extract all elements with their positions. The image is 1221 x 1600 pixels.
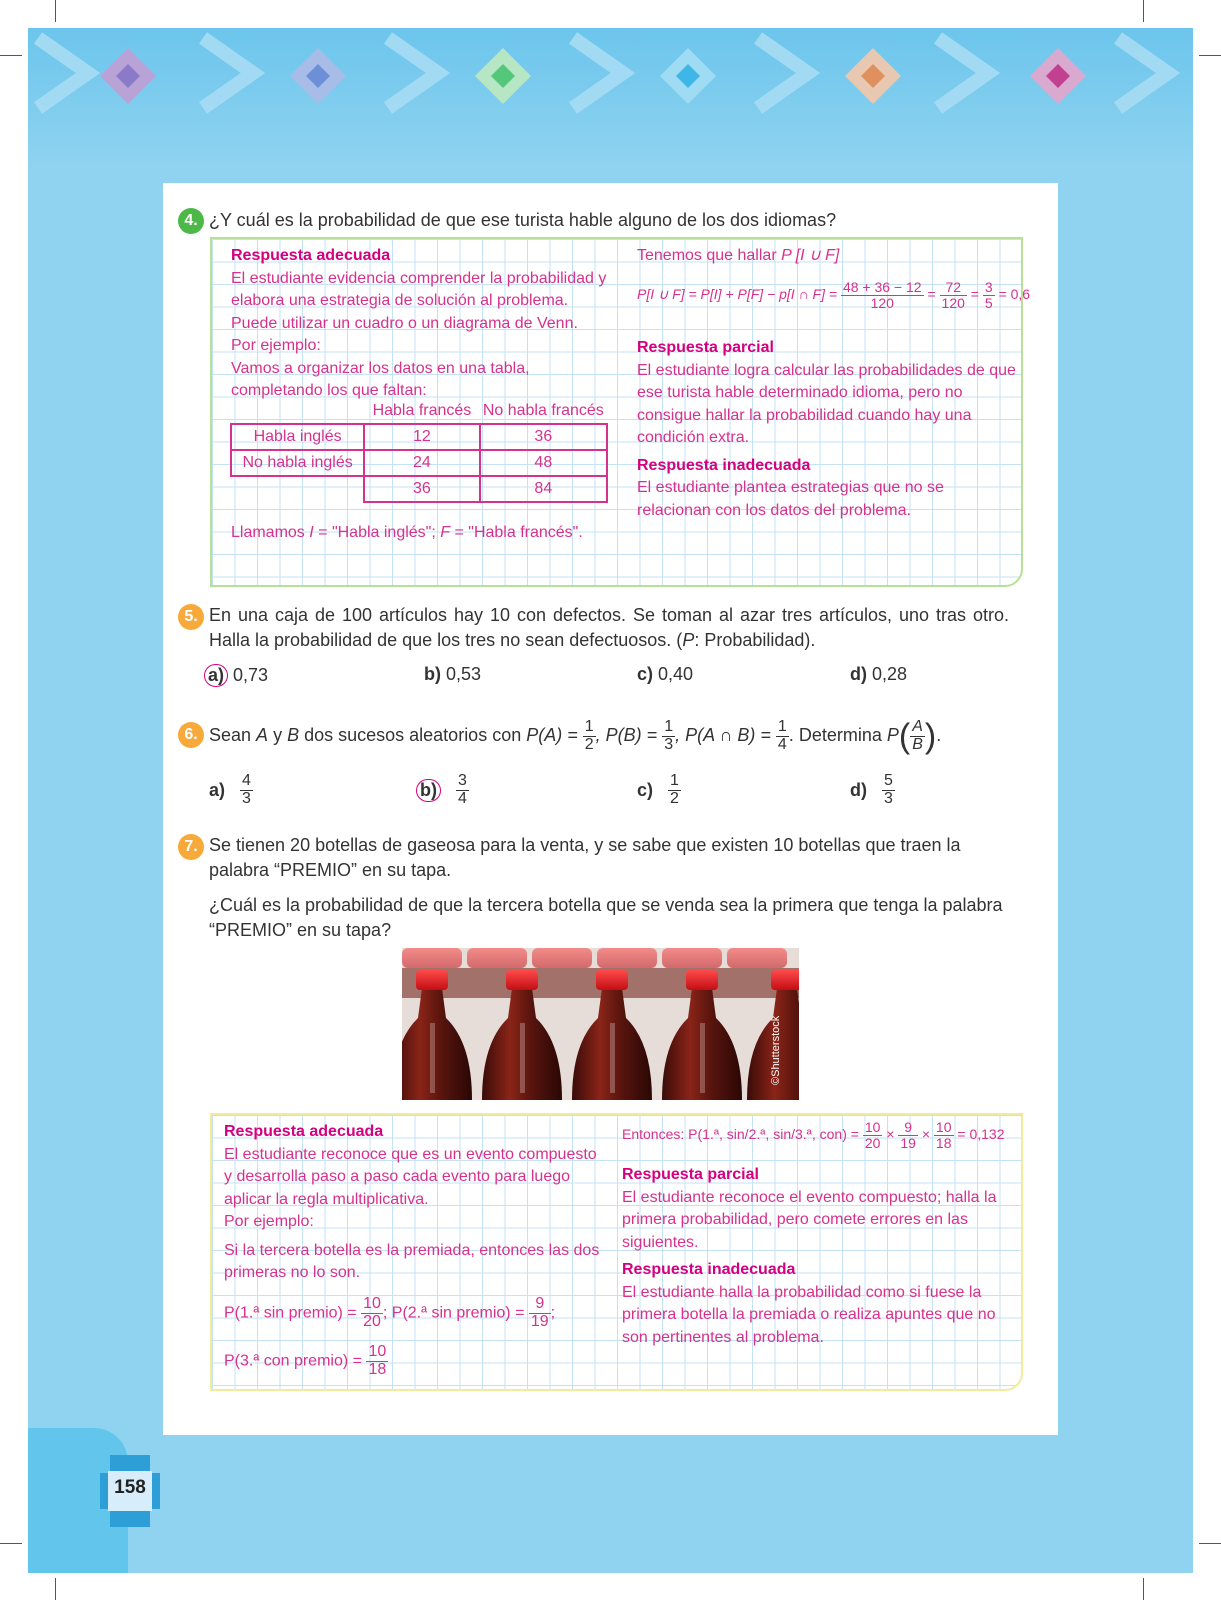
answer-option-d[interactable]: d) $\frac{5}{3}$ [850,772,893,807]
rubric-text: El estudiante reconoce el evento compuesto; halla la primera probabilidad, pero comete errores en las siguientes. [622,1188,997,1251]
fraction: $\frac{72}{120}$ [941,279,965,311]
table-cell: 48 [480,450,607,476]
fraction: $\frac{1}{4}$ [777,717,787,753]
fraction: $\frac{10}{20}$ [363,1295,381,1330]
question-text: ¿Y cuál es la probabilidad de que ese turista hable alguno de los dos idiomas? [209,210,837,230]
table-cell: 24 [364,450,479,476]
rubric-text: Por ejemplo: [224,1213,314,1230]
crop-mark [1199,55,1221,56]
fraction: $\frac{3}{5}$ [984,279,993,311]
fraction: $\frac{3}{4}$ [458,772,467,807]
answer-option-b[interactable]: b) $\frac{3}{4}$ [416,773,469,808]
rubric-text: El estudiante halla la probabilidad como si fuese la primera botella la premiada o realiza apuntes que no son pertinentes al problema. [622,1283,996,1346]
formula-line: Entonces: P(1.ª, sin/2.ª, sin/3.ª, con) = $\frac{10}{20}$ × $\frac{9}{19}$ × $\frac{10}{18}$ = 0,132 [622,1119,1005,1151]
question-number-badge: 6. [178,722,204,748]
page-number-badge [100,1455,160,1527]
rubric-right-column [622,1164,1014,1349]
fraction: $\frac{4}{3}$ [242,772,251,807]
question-text: Se tienen 20 botellas de gaseosa para la venta, y se sabe que existen 10 botellas que traen la palabra “PREMIO” en su tapa. [209,835,961,880]
fraction: $\frac{1}{2}$ [670,772,679,807]
question-text: En una caja de 100 artículos hay 10 con defectos. Se toman al azar tres artículos, uno tras otro. Halla la probabilidad de que los tres no sean defectuosos. (P: Probabilidad). [209,605,1009,650]
rubric-left-column [224,1121,609,1285]
crop-mark [1199,1543,1221,1544]
rubric-right-column-lower [637,337,1017,522]
question-text: ¿Cuál es la probabilidad de que la tercera botella que se venda sea la primera que tenga la palabra “PREMIO” en su tapa? [209,895,1003,940]
table-row-label: No habla inglés [231,450,364,476]
rubric-heading-inadequate: Respuesta inadecuada [637,456,811,474]
question-text: Sean A y B dos sucesos aleatorios con P(A) = $\frac{1}{2}$ , P(B) = $\frac{1}{3}$ , P(A ∩ B) = $\frac{1}{4}$ . Determina P( $\frac{A}{B}$ ) [209,717,937,756]
table-total: 84 [480,476,607,502]
fraction: $\frac{10}{18}$ [368,1343,387,1378]
rubric-text: Vamos a organizar los datos en una tabla, completando los que faltan: [231,359,530,399]
rubric-heading-adequate: Respuesta adecuada [231,247,391,264]
crop-mark [0,55,22,56]
question-number-badge: 5. [178,604,204,630]
answer-option-a[interactable]: a) 0,73 [204,664,268,687]
decorative-pattern [28,28,1193,168]
fraction: $\frac{5}{3}$ [884,772,893,807]
rubric-right-column: Tenemos que hallar P [I ∪ F] [637,247,840,264]
rubric-left-column [231,245,611,403]
answer-option-a[interactable]: a) $\frac{4}{3}$ [209,772,251,807]
definition-line: Llamamos I = "Habla inglés"; F = "Habla francés". [231,524,583,541]
rubric-text: El estudiante plantea estrategias que no se relacionan con los datos del problema. [637,479,944,519]
rubric-heading-partial: Respuesta parcial [622,1166,759,1183]
formula-line: P[I ∪ F] = P[I] + P[F] − p[I ∩ F] = $\frac{48 + 36 - 12}{120}$ = $\frac{72}{120}$ = $\frac{3}{5}$ = 0,6 [637,279,1031,311]
rubric-text: Si la tercera botella es la premiada, entonces las dos primeras no lo son. [224,1241,600,1281]
fraction: $\frac{1}{2}$ [584,717,594,753]
math-expression: P [I ∪ F] [781,247,840,264]
table-header: Habla francés [372,401,472,419]
fraction: $\frac{9}{19}$ [530,1295,549,1330]
formula-line: P(1.ª sin premio) = $\frac{10}{20}$ ; P(2.ª sin premio) = $\frac{9}{19}$ ; [224,1295,556,1330]
rubric-text: El estudiante evidencia comprender la probabilidad y elabora una estrategia de solución al problema. Puede utilizar un cuadro o un diagrama de Venn. [231,269,607,332]
photo-credit: ©Shutterstock [770,1015,782,1085]
table-cell: 36 [480,424,607,450]
table-cell: 12 [364,424,479,450]
fraction: $\frac{10}{20}$ [864,1119,881,1151]
fraction: $\frac{10}{18}$ [935,1119,952,1151]
table-row-label: Habla inglés [231,424,364,450]
crop-mark [0,1543,22,1544]
fraction: $\frac{A}{B}$ [912,717,923,753]
answer-option-d[interactable]: d) 0,28 [850,664,908,684]
crop-mark [55,1578,56,1600]
answer-option-c[interactable]: c) 0,40 [637,664,694,684]
answer-option-b[interactable]: b) 0,53 [424,664,482,684]
question-number-badge: 7. [178,834,204,860]
crop-mark [1143,1578,1144,1600]
crop-mark [55,0,56,22]
fraction: $\frac{9}{19}$ [900,1119,916,1151]
probability-table [230,398,608,503]
rubric-heading-adequate: Respuesta adecuada [224,1123,384,1140]
rubric-heading-inadequate: Respuesta inadecuada [622,1261,796,1278]
rubric-heading-partial: Respuesta parcial [637,339,774,356]
rubric-text: El estudiante reconoce que es un evento compuesto y desarrolla paso a paso cada evento para luego aplicar la regla multiplicativa. [224,1145,597,1208]
page-number: 158 [114,1477,146,1498]
soda-bottles-photo [402,948,799,1100]
rubric-text: El estudiante logra calcular las probabilidades de que ese turista hable determinado idioma, pero no consigue hallar la probabilidad cuando hay una condición extra. [637,361,1016,446]
fraction: $\frac{1}{3}$ [664,717,674,753]
fraction: $\frac{48 + 36 - 12}{120}$ [842,279,922,311]
answer-option-c[interactable]: c) $\frac{1}{2}$ [637,772,679,807]
table-total: 36 [364,476,479,502]
table-header: No habla francés [482,401,604,419]
question-number-badge: 4. [178,208,204,234]
crop-mark [1143,0,1144,22]
rubric-text: Por ejemplo: [231,337,321,354]
formula-line: P(3.ª con premio) = $\frac{10}{18}$ [224,1343,387,1378]
